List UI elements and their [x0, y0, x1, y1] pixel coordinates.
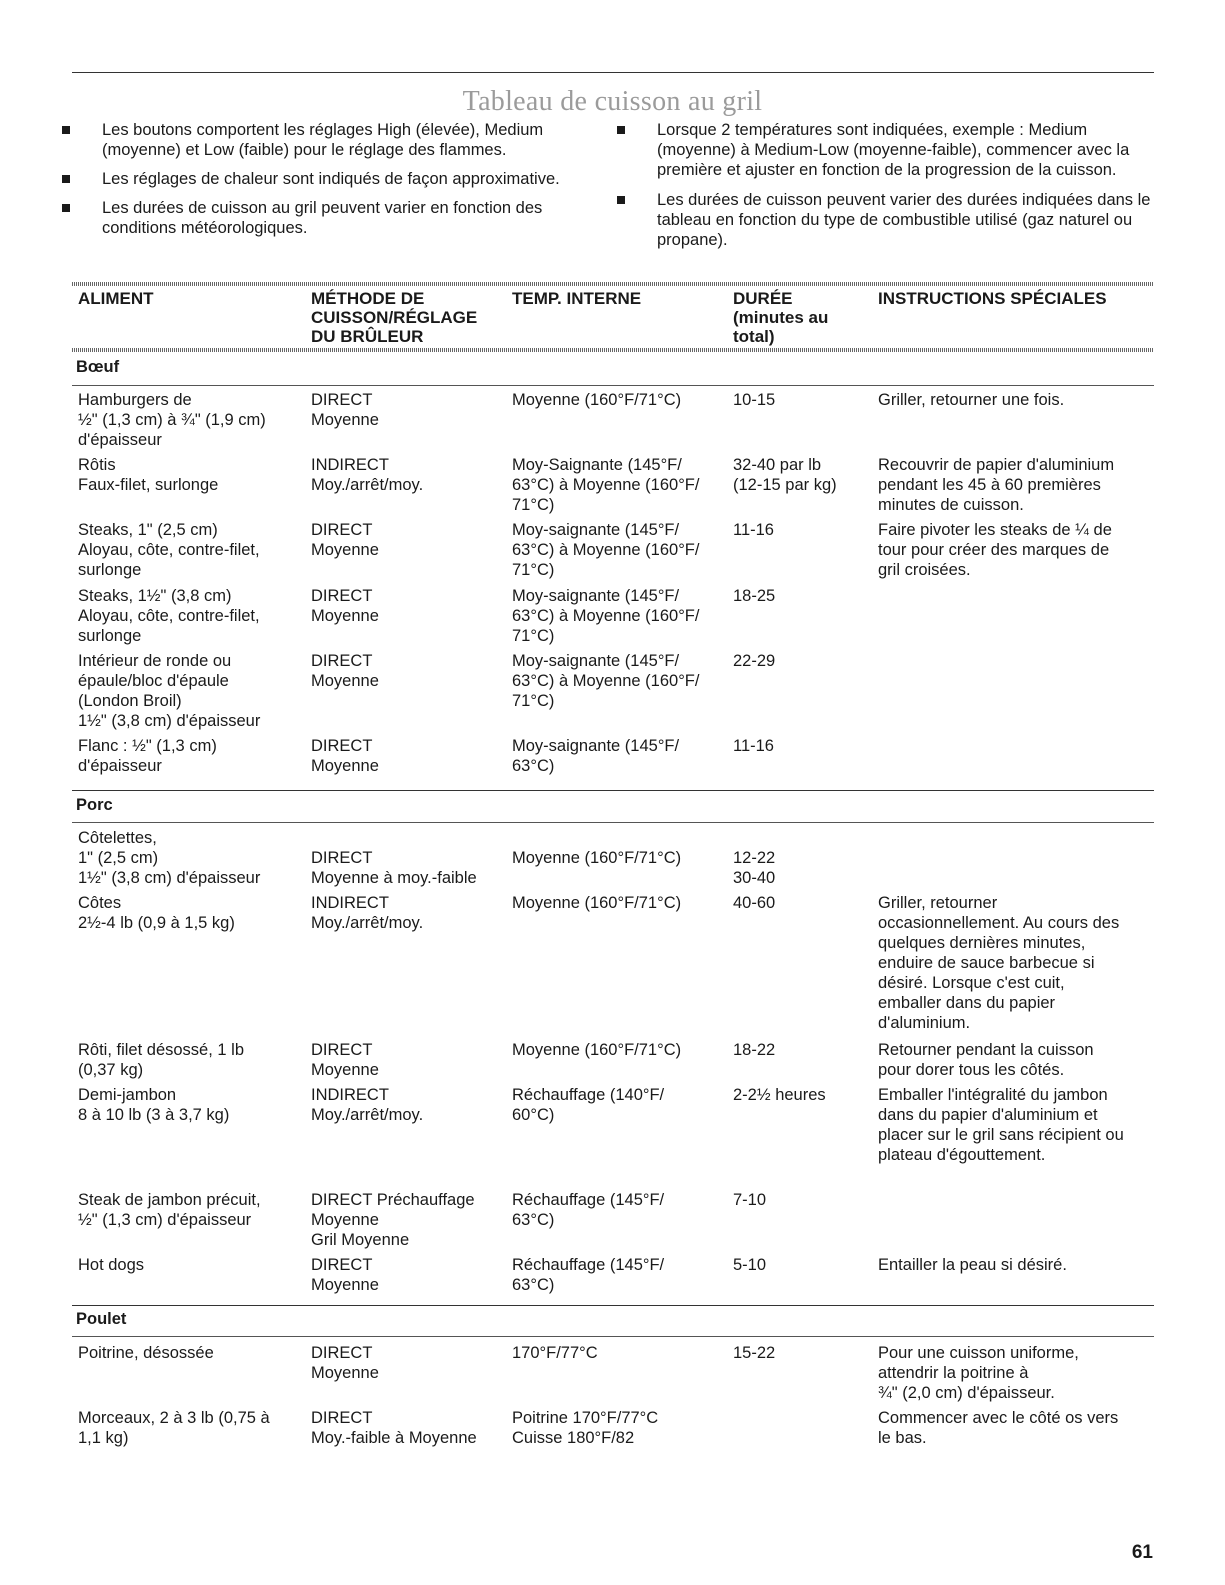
page-number: 61 — [1131, 1542, 1153, 1563]
cell-temp: Moy-saignante (145°F/ 63°C) à Moyenne (160°F/ 71°C) — [512, 652, 700, 710]
page-title: Tableau de cuisson au gril — [462, 86, 763, 117]
cell-instructions: Recouvrir de papier d'aluminium pendant les 45 à 60 premières minutes de cuisson. — [878, 456, 1115, 514]
cell-aliment: Demi-jambon 8 à 10 lb (3 à 3,7 kg) — [78, 1086, 230, 1124]
header-duree: DURÉE (minutes au total) — [733, 289, 829, 346]
header-aliment: ALIMENT — [78, 289, 154, 308]
cell-instructions: Griller, retourner une fois. — [878, 391, 1065, 409]
cell-temp: Moyenne (160°F/71°C) — [512, 849, 682, 867]
cell-methode: DIRECT Moy.-faible à Moyenne — [311, 1409, 477, 1447]
cell-duree: 40-60 — [733, 894, 776, 912]
cell-duree: 18-22 — [733, 1041, 776, 1059]
cell-aliment: Steaks, 1" (2,5 cm) Aloyau, côte, contre-filet, surlonge — [78, 521, 260, 579]
section-title-boeuf: Bœuf — [76, 358, 120, 376]
cell-temp: Moyenne (160°F/71°C) — [512, 391, 682, 409]
square-bullet-icon — [617, 126, 625, 134]
bullet-list-right — [617, 120, 1157, 260]
cell-aliment: Côtes 2½-4 lb (0,9 à 1,5 kg) — [78, 894, 235, 932]
square-bullet-icon — [617, 196, 625, 204]
cell-temp: Moyenne (160°F/71°C) — [512, 894, 682, 912]
cell-duree: 5-10 — [733, 1256, 767, 1274]
bullet-text: Les réglages de chaleur sont indiqués de façon approximative. — [102, 170, 560, 188]
section-rule — [72, 790, 1154, 791]
cell-temp: Moy-saignante (145°F/ 63°C) à Moyenne (160°F/ 71°C) — [512, 587, 700, 645]
cell-duree: 32-40 par lb (12-15 par kg) — [733, 456, 837, 494]
bullet-item — [617, 190, 1157, 250]
cell-aliment: Steaks, 1½" (3,8 cm) Aloyau, côte, contre-filet, surlonge — [78, 587, 260, 645]
cell-temp: Moyenne (160°F/71°C) — [512, 1041, 682, 1059]
cell-methode: DIRECT Moyenne à moy.-faible — [311, 849, 477, 887]
cell-methode: DIRECT Moyenne — [311, 737, 379, 775]
cell-aliment: Rôti, filet désossé, 1 lb (0,37 kg) — [78, 1041, 244, 1079]
cell-aliment: Rôtis Faux-filet, surlonge — [78, 456, 219, 494]
bullet-item — [617, 120, 1157, 180]
cell-temp: Poitrine 170°F/77°C Cuisse 180°F/82 — [512, 1409, 659, 1447]
section-title-poulet: Poulet — [76, 1310, 127, 1328]
header-temp: TEMP. INTERNE — [512, 289, 642, 308]
cell-duree: 11-16 — [733, 737, 774, 755]
cell-instructions: Faire pivoter les steaks de ¼ de tour pour créer des marques de gril croisées. — [878, 521, 1112, 579]
cell-duree: 11-16 — [733, 521, 774, 539]
section-rule — [72, 1336, 1154, 1337]
header-instructions: INSTRUCTIONS SPÉCIALES — [878, 289, 1107, 308]
cell-temp: Réchauffage (140°F/ 60°C) — [512, 1086, 665, 1124]
cell-methode: DIRECT Moyenne — [311, 587, 379, 625]
bullet-list-left — [62, 120, 602, 247]
cell-methode: DIRECT Moyenne — [311, 1344, 379, 1382]
bullet-item — [62, 120, 602, 160]
bullet-text: Les boutons comportent les réglages High (élevée), Medium (moyenne) et Low (faible) pour le réglage des flammes. — [102, 121, 544, 159]
cell-aliment: Hot dogs — [78, 1256, 145, 1274]
cell-temp: Moy-saignante (145°F/ 63°C) — [512, 737, 680, 775]
section-title-porc: Porc — [76, 796, 113, 814]
cell-aliment: Côtelettes, 1" (2,5 cm) 1½" (3,8 cm) d'épaisseur — [78, 829, 261, 887]
cell-duree: 22-29 — [733, 652, 776, 670]
cell-instructions: Entailler la peau si désiré. — [878, 1256, 1067, 1274]
cell-methode: DIRECT Moyenne — [311, 652, 379, 690]
header-methode: MÉTHODE DE CUISSON/RÉGLAGE DU BRÛLEUR — [311, 289, 478, 346]
cell-methode: DIRECT Moyenne — [311, 521, 379, 559]
cell-aliment: Flanc : ½" (1,3 cm) d'épaisseur — [78, 737, 217, 775]
cell-methode: INDIRECT Moy./arrêt/moy. — [311, 1086, 424, 1124]
cell-instructions: Emballer l'intégralité du jambon dans du papier d'aluminium et placer sur le gril sans récipient ou plateau d'égouttement. — [878, 1086, 1124, 1164]
cell-temp: 170°F/77°C — [512, 1344, 598, 1362]
square-bullet-icon — [62, 204, 70, 212]
cell-duree: 15-22 — [733, 1344, 776, 1362]
bullet-text: Les durées de cuisson peuvent varier des durées indiquées dans le tableau en fonction du type de combustible utilisé (gaz naturel ou propane). — [657, 191, 1151, 249]
cell-instructions: Retourner pendant la cuisson pour dorer tous les côtés. — [878, 1041, 1094, 1079]
cell-methode: DIRECT Moyenne — [311, 1041, 379, 1079]
cell-temp: Moy-saignante (145°F/ 63°C) à Moyenne (160°F/ 71°C) — [512, 521, 700, 579]
bullet-text: Lorsque 2 températures sont indiquées, exemple : Medium (moyenne) à Medium-Low (moyenne-faible), commencer avec la première et ajuster en fonction de la progression de la cuisson. — [657, 121, 1130, 179]
cell-methode: DIRECT Moyenne — [311, 391, 379, 429]
cell-methode: INDIRECT Moy./arrêt/moy. — [311, 456, 424, 494]
cell-instructions: Griller, retourner occasionnellement. Au cours des quelques dernières minutes, enduire de sauce barbecue si désiré. Lorsque c'est cuit, emballer dans du papier d'aluminium. — [878, 894, 1120, 1032]
section-rule — [72, 822, 1154, 823]
cell-duree: 10-15 — [733, 391, 776, 409]
bullet-item — [62, 198, 602, 238]
cell-temp: Moy-Saignante (145°F/ 63°C) à Moyenne (160°F/ 71°C) — [512, 456, 700, 514]
header-top-rule — [72, 282, 1154, 286]
cell-methode: DIRECT Moyenne — [311, 1256, 379, 1294]
section-rule — [72, 385, 1154, 386]
cell-duree: 7-10 — [733, 1191, 767, 1209]
top-rule — [72, 72, 1154, 73]
cell-aliment: Morceaux, 2 à 3 lb (0,75 à 1,1 kg) — [78, 1409, 270, 1447]
cell-aliment: Hamburgers de ½" (1,3 cm) à ¾" (1,9 cm) d'épaisseur — [78, 391, 266, 449]
cell-methode: INDIRECT Moy./arrêt/moy. — [311, 894, 424, 932]
cell-temp: Réchauffage (145°F/ 63°C) — [512, 1191, 665, 1229]
cell-instructions: Commencer avec le côté os vers le bas. — [878, 1409, 1119, 1447]
bullet-text: Les durées de cuisson au gril peuvent varier en fonction des conditions météorologiques. — [102, 199, 543, 237]
cell-duree: 12-22 30-40 — [733, 849, 776, 887]
cell-aliment: Poitrine, désossée — [78, 1344, 214, 1362]
cell-aliment: Intérieur de ronde ou épaule/bloc d'épaule (London Broil) 1½" (3,8 cm) d'épaisseur — [78, 652, 261, 730]
square-bullet-icon — [62, 126, 70, 134]
cell-duree: 18-25 — [733, 587, 776, 605]
cell-temp: Réchauffage (145°F/ 63°C) — [512, 1256, 665, 1294]
bullet-item — [62, 169, 602, 189]
section-rule — [72, 1305, 1154, 1306]
cell-instructions: Pour une cuisson uniforme, attendrir la poitrine à ¾" (2,0 cm) d'épaisseur. — [878, 1344, 1079, 1402]
cell-duree: 2-2½ heures — [733, 1086, 826, 1104]
cell-aliment: Steak de jambon précuit, ½" (1,3 cm) d'épaisseur — [78, 1191, 261, 1229]
square-bullet-icon — [62, 175, 70, 183]
header-bottom-rule — [72, 348, 1154, 352]
cell-methode: DIRECT Préchauffage Moyenne Gril Moyenne — [311, 1191, 475, 1249]
